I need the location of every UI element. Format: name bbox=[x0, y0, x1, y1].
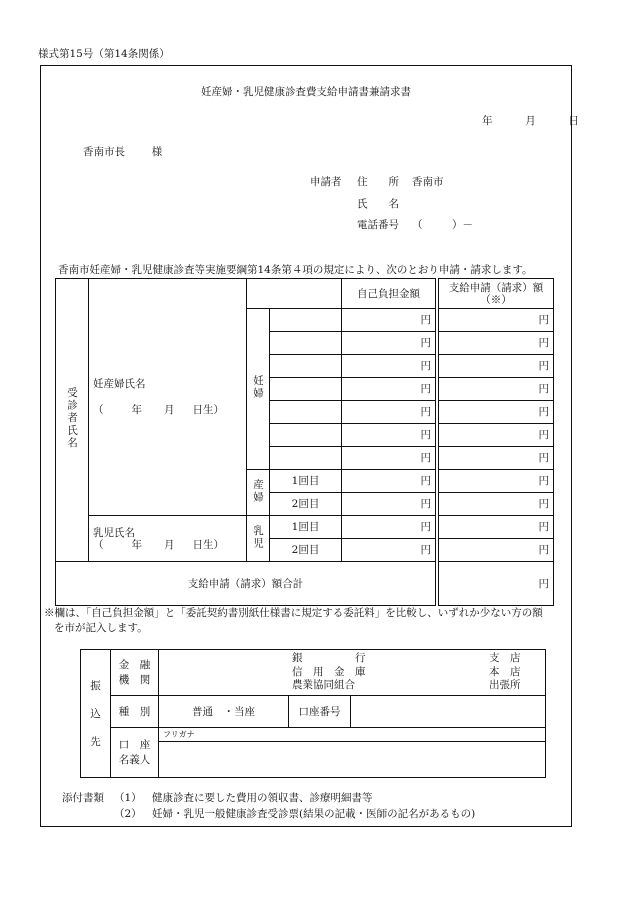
holder-label-2: 名義人 bbox=[118, 753, 151, 766]
pregnant-exam-cell[interactable] bbox=[270, 447, 342, 470]
self-pay-cell[interactable]: 円 bbox=[342, 424, 436, 447]
form-title: 妊産婦・乳児健康診査費支給申請書兼請求書 bbox=[201, 86, 411, 98]
section-postpartum-label: 産婦 bbox=[252, 478, 264, 504]
header-self-pay: 自己負担金額 bbox=[342, 279, 436, 309]
transfer-char-2: 込 bbox=[90, 707, 101, 720]
header-claim bbox=[439, 279, 554, 309]
claim-cell[interactable]: 円 bbox=[439, 401, 554, 424]
bank-type-list bbox=[292, 652, 366, 693]
attachment-1-num: （1） bbox=[114, 792, 142, 804]
infant-name-cell[interactable] bbox=[89, 516, 247, 562]
self-pay-cell[interactable]: 円 bbox=[342, 447, 436, 470]
examinee-label-cell bbox=[56, 279, 89, 562]
self-pay-cell[interactable]: 円 bbox=[342, 355, 436, 378]
bank-table bbox=[80, 649, 546, 778]
account-number-field[interactable] bbox=[351, 696, 546, 728]
claim-cell[interactable]: 円 bbox=[439, 332, 554, 355]
institution-label-1: 金 融 bbox=[118, 658, 151, 671]
pregnant-dob-day: 日生） bbox=[192, 404, 224, 416]
holder-label-cell bbox=[111, 728, 159, 778]
total-label: 支給申請（請求）額合計 bbox=[56, 562, 436, 606]
claim-cell[interactable]: 円 bbox=[439, 424, 554, 447]
pregnant-exam-cell[interactable] bbox=[270, 401, 342, 424]
pregnant-dob-month: 月 bbox=[164, 404, 175, 416]
header-claim-line2: （※） bbox=[480, 293, 512, 306]
date-day: 日 bbox=[568, 115, 579, 127]
postpartum-second: 2回目 bbox=[270, 493, 342, 516]
note-line1: ※欄は、「自己負担金額」と「委託契約書別紙仕様書に規定する委託料」を比較し、いずれか少ない方の額 bbox=[44, 607, 543, 619]
claim-cell[interactable]: 円 bbox=[439, 493, 554, 516]
transfer-char-1: 振 bbox=[90, 679, 101, 692]
holder-label-1: 口 座 bbox=[118, 738, 151, 751]
date-year: 年 bbox=[482, 115, 493, 127]
attachments-label: 添付書類 bbox=[62, 792, 104, 804]
holder-name-field[interactable] bbox=[159, 742, 546, 778]
infant-dob-open: （ bbox=[93, 538, 104, 551]
transfer-label bbox=[85, 672, 106, 756]
bank-type-bank: 銀 行 bbox=[292, 652, 366, 664]
self-pay-cell[interactable]: 円 bbox=[342, 309, 436, 332]
claim-cell[interactable]: 円 bbox=[439, 539, 554, 562]
account-number-label: 口座番号 bbox=[289, 696, 351, 728]
address-value[interactable]: 香南市 bbox=[412, 176, 444, 188]
account-type-label: 種 別 bbox=[111, 696, 159, 728]
note-line2: を市が記入します。 bbox=[54, 622, 148, 634]
pregnant-name-cell[interactable] bbox=[89, 279, 247, 516]
bank-type-credit: 信 用 金 庫 bbox=[292, 665, 366, 678]
addressee bbox=[83, 146, 162, 159]
attachment-2-num: （2） bbox=[114, 808, 142, 820]
claim-cell[interactable]: 円 bbox=[439, 378, 554, 401]
transfer-char-3: 先 bbox=[90, 735, 101, 748]
bank-type-agri: 農業協同組合 bbox=[292, 679, 355, 691]
claim-cell[interactable]: 円 bbox=[439, 516, 554, 539]
self-pay-cell[interactable]: 円 bbox=[342, 332, 436, 355]
section-postpartum bbox=[247, 470, 270, 516]
addressee-honorific: 様 bbox=[151, 146, 163, 158]
pregnant-dob-open: （ bbox=[93, 404, 104, 416]
phone-label: 電話番号 bbox=[357, 219, 399, 231]
examinee-label: 受診者氏名 bbox=[66, 387, 78, 450]
section-pregnant bbox=[247, 309, 270, 470]
claim-cell[interactable]: 円 bbox=[439, 470, 554, 493]
claim-cell[interactable]: 円 bbox=[439, 309, 554, 332]
pregnant-exam-cell[interactable] bbox=[270, 424, 342, 447]
section-pregnant-label: 妊婦 bbox=[252, 375, 264, 400]
self-pay-cell[interactable]: 円 bbox=[342, 539, 436, 562]
self-pay-cell[interactable]: 円 bbox=[342, 470, 436, 493]
pregnant-exam-cell[interactable] bbox=[270, 309, 342, 332]
addressee-name: 香南市長 bbox=[83, 146, 125, 158]
institution-label-2: 機 関 bbox=[118, 673, 151, 686]
postpartum-first: 1回目 bbox=[270, 470, 342, 493]
intro-text: 香南市妊産婦・乳児健康診査等実施要綱第14条第４項の規定により、次のとおり申請・請求します。 bbox=[58, 264, 533, 276]
infant-dob-day: 日生） bbox=[192, 538, 224, 551]
phone-open-paren: （ bbox=[412, 219, 423, 231]
header-blank-cell bbox=[247, 279, 342, 309]
branch-type-office: 出張所 bbox=[489, 679, 521, 691]
institution-label-cell bbox=[111, 650, 159, 696]
phone-close-paren: ）－ bbox=[452, 219, 473, 231]
infant-second: 2回目 bbox=[270, 539, 342, 562]
claim-cell[interactable]: 円 bbox=[439, 447, 554, 470]
applicant-label: 申請者 bbox=[310, 176, 342, 188]
form-number: 様式第15号（第14条関係） bbox=[38, 48, 170, 60]
account-type-value[interactable]: 普通 ・当座 bbox=[159, 696, 289, 728]
self-pay-cell[interactable]: 円 bbox=[342, 378, 436, 401]
header-claim-line1: 支給申請（請求）額 bbox=[448, 281, 544, 294]
section-infant-label: 乳児 bbox=[252, 524, 264, 550]
self-pay-cell[interactable]: 円 bbox=[342, 516, 436, 539]
pregnant-exam-cell[interactable] bbox=[270, 332, 342, 355]
claim-cell[interactable]: 円 bbox=[439, 355, 554, 378]
self-pay-cell[interactable]: 円 bbox=[342, 493, 436, 516]
branch-type-list bbox=[489, 652, 521, 693]
infant-name-label: 乳児氏名 bbox=[93, 526, 135, 539]
total-claim-cell[interactable]: 円 bbox=[439, 562, 554, 606]
institution-cell[interactable] bbox=[159, 650, 546, 696]
infant-dob-year: 年 bbox=[131, 538, 142, 551]
address-label: 住 所 bbox=[357, 176, 399, 188]
furigana-field[interactable]: フリガナ bbox=[159, 728, 546, 742]
transfer-label-cell bbox=[81, 650, 111, 778]
branch-type-branch: 支 店 bbox=[489, 652, 521, 664]
name-label: 氏 名 bbox=[357, 198, 399, 210]
expense-table bbox=[55, 278, 554, 606]
pregnant-dob bbox=[93, 404, 242, 416]
infant-first: 1回目 bbox=[270, 516, 342, 539]
date-month: 月 bbox=[525, 115, 536, 127]
pregnant-name-label: 妊産婦氏名 bbox=[93, 378, 146, 390]
date-line bbox=[482, 115, 579, 128]
self-pay-cell[interactable]: 円 bbox=[342, 401, 436, 424]
pregnant-exam-cell[interactable] bbox=[270, 378, 342, 401]
infant-dob-month: 月 bbox=[164, 538, 175, 551]
pregnant-dob-year: 年 bbox=[131, 404, 142, 416]
attachment-1-text: 健康診査に要した費用の領収書、診療明細書等 bbox=[152, 792, 373, 804]
attachment-2-text: 妊婦・乳児一般健康診査受診票(結果の記載・医師の記名があるもの) bbox=[152, 808, 476, 820]
infant-dob bbox=[93, 539, 242, 551]
pregnant-exam-cell[interactable] bbox=[270, 355, 342, 378]
branch-type-head: 本 店 bbox=[489, 665, 521, 678]
section-infant bbox=[247, 516, 270, 562]
